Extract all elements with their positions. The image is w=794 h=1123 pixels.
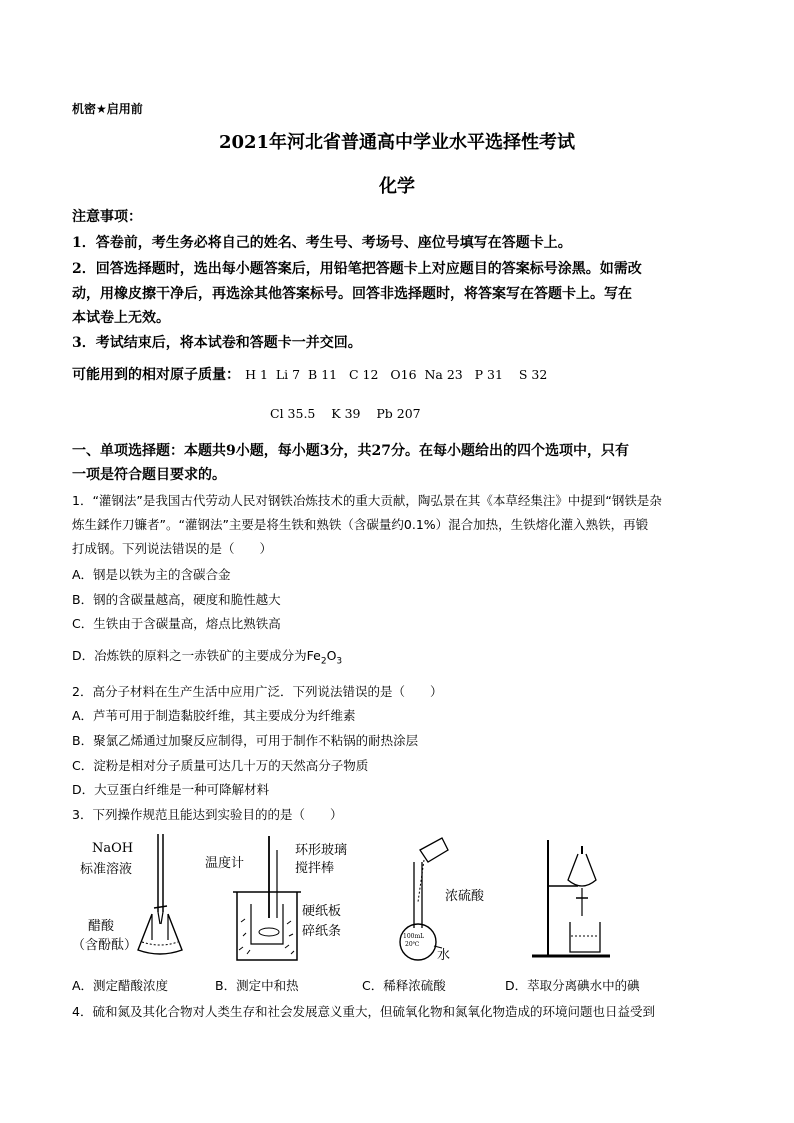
q1-option-b: B．钢的含碳量越高，硬度和脆性越大: [72, 592, 281, 607]
q1-option-c: C．生铁由于含碳量高，熔点比熟铁高: [72, 616, 281, 631]
q4-stem: 4．硫和氮及其化合物对人类生存和社会发展意义重大，但硫氧化物和氮氧化物造成的环境问题也日益受到: [72, 1004, 655, 1019]
q1-stem-line2: 炼生鍒作刀镰者”。“灌钢法”主要是将生铁和熟铁（含碳量约0.1%）混合加热，生铁熔化灌入熟铁，再锻: [72, 517, 649, 532]
q1-option-d: [72, 646, 342, 667]
q1-option-d-sub1: 2: [320, 656, 327, 667]
notes-heading: 注意事项：: [72, 209, 142, 225]
q1-stem-line3: 打成钢。下列说法错误的是（ ）: [72, 541, 273, 556]
note-2-line3: 本试卷上无效。: [72, 310, 170, 326]
figb-label-thermometer: 温度计: [205, 856, 245, 871]
figb-label-stirrer: 搅拌棒: [295, 861, 335, 876]
flask-volume-label: 100mL: [403, 933, 425, 940]
atomic-masses-values1: H 1 Li 7 B 11 C 12 O16 Na 23 P 31 S 32: [245, 367, 548, 382]
q1-option-d-o: O: [326, 648, 337, 663]
q2-option-c: C．淀粉是相对分子质量可达几十万的天然高分子物质: [72, 758, 369, 773]
note-2-line1: 2．回答选择题时，选出每小题答案后，用铅笔把答题卡上对应题目的答案标号涂黑。如需改: [72, 261, 642, 277]
q2-stem: 2．高分子材料在生产生活中应用广泛．下列说法错误的是（ ）: [72, 684, 443, 699]
q1-option-a: A．钢是以铁为主的含碳合金: [72, 567, 231, 582]
figa-label-acetic: 醋酸: [88, 919, 115, 934]
atomic-masses-label: 可能用到的相对原子质量：: [72, 367, 240, 383]
q2-option-d: D．大豆蛋白纤维是一种可降解材料: [72, 782, 270, 797]
section1-line2: 一项是符合题目要求的。: [72, 467, 226, 483]
figb-label-cardboard: 硬纸板: [302, 904, 342, 919]
note-3: 3．考试结束后，将本试卷和答题卡一并交回。: [72, 335, 362, 351]
figc-label-sulfuric: 浓硫酸: [445, 889, 485, 904]
exam-title: 2021年河北省普通高中学业水平选择性考试: [218, 132, 576, 153]
volumetric-flask-icon: [390, 832, 450, 967]
q3-caption-a: A．测定醋酸浓度: [72, 978, 169, 993]
q2-option-b: B．聚氯乙烯通过加聚反应制得，可用于制作不粘锅的耐热涂层: [72, 733, 419, 748]
q1-stem-line1: 1．“灌钢法”是我国古代劳动人民对钢铁冶炼技术的重大贡献，陶弘景在其《本草经集注》中提到“钢铁是杂: [72, 493, 662, 508]
atomic-masses-values2: Cl 35.5 K 39 Pb 207: [270, 406, 421, 421]
figb-label-ring-rod: 环形玻璃: [295, 843, 348, 858]
q2-option-a: A．芦苇可用于制造黏胶纤维，其主要成分为纤维素: [72, 708, 356, 723]
calorimeter-icon: [225, 832, 305, 967]
figb-label-paper-scraps: 碎纸条: [302, 924, 342, 939]
q3-caption-d: D．萃取分离碘水中的碘: [505, 978, 640, 993]
separatory-funnel-icon: [530, 836, 620, 966]
q1-option-d-sub2: 3: [336, 656, 343, 667]
titration-apparatus-icon: [130, 832, 190, 962]
q1-option-d-text: D．冶炼铁的原料之一赤铁矿的主要成分为Fe: [72, 648, 321, 663]
figa-label-phenol: （含酚酞）: [72, 938, 138, 953]
q3-caption-b: B．测定中和热: [215, 978, 299, 993]
q3-stem: 3．下列操作规范且能达到实验目的的是（ ）: [72, 807, 343, 822]
note-1: 1．答卷前，考生务必将自己的姓名、考生号、考场号、座位号填写在答题卡上。: [72, 235, 572, 251]
figa-label-standard: 标准溶液: [80, 862, 133, 877]
figa-label-naoh: NaOH: [92, 841, 134, 856]
q3-caption-c: C．稀释浓硫酸: [362, 978, 446, 993]
atomic-masses-line1: [72, 364, 547, 384]
note-2-line2: 动，用橡皮擦干净后，再选涂其他答案标号。回答非选择题时，将答案写在答题卡上。写在: [72, 286, 632, 302]
section1-line1: 一、单项选择题：本题共9小题，每小题3分，共27分。在每小题给出的四个选项中，只有: [72, 443, 629, 459]
subject-title: 化学: [379, 176, 415, 197]
flask-temp-label: 20℃: [405, 941, 420, 948]
figc-label-water: 水: [437, 948, 451, 963]
confidential-mark: 机密★启用前: [72, 102, 143, 116]
